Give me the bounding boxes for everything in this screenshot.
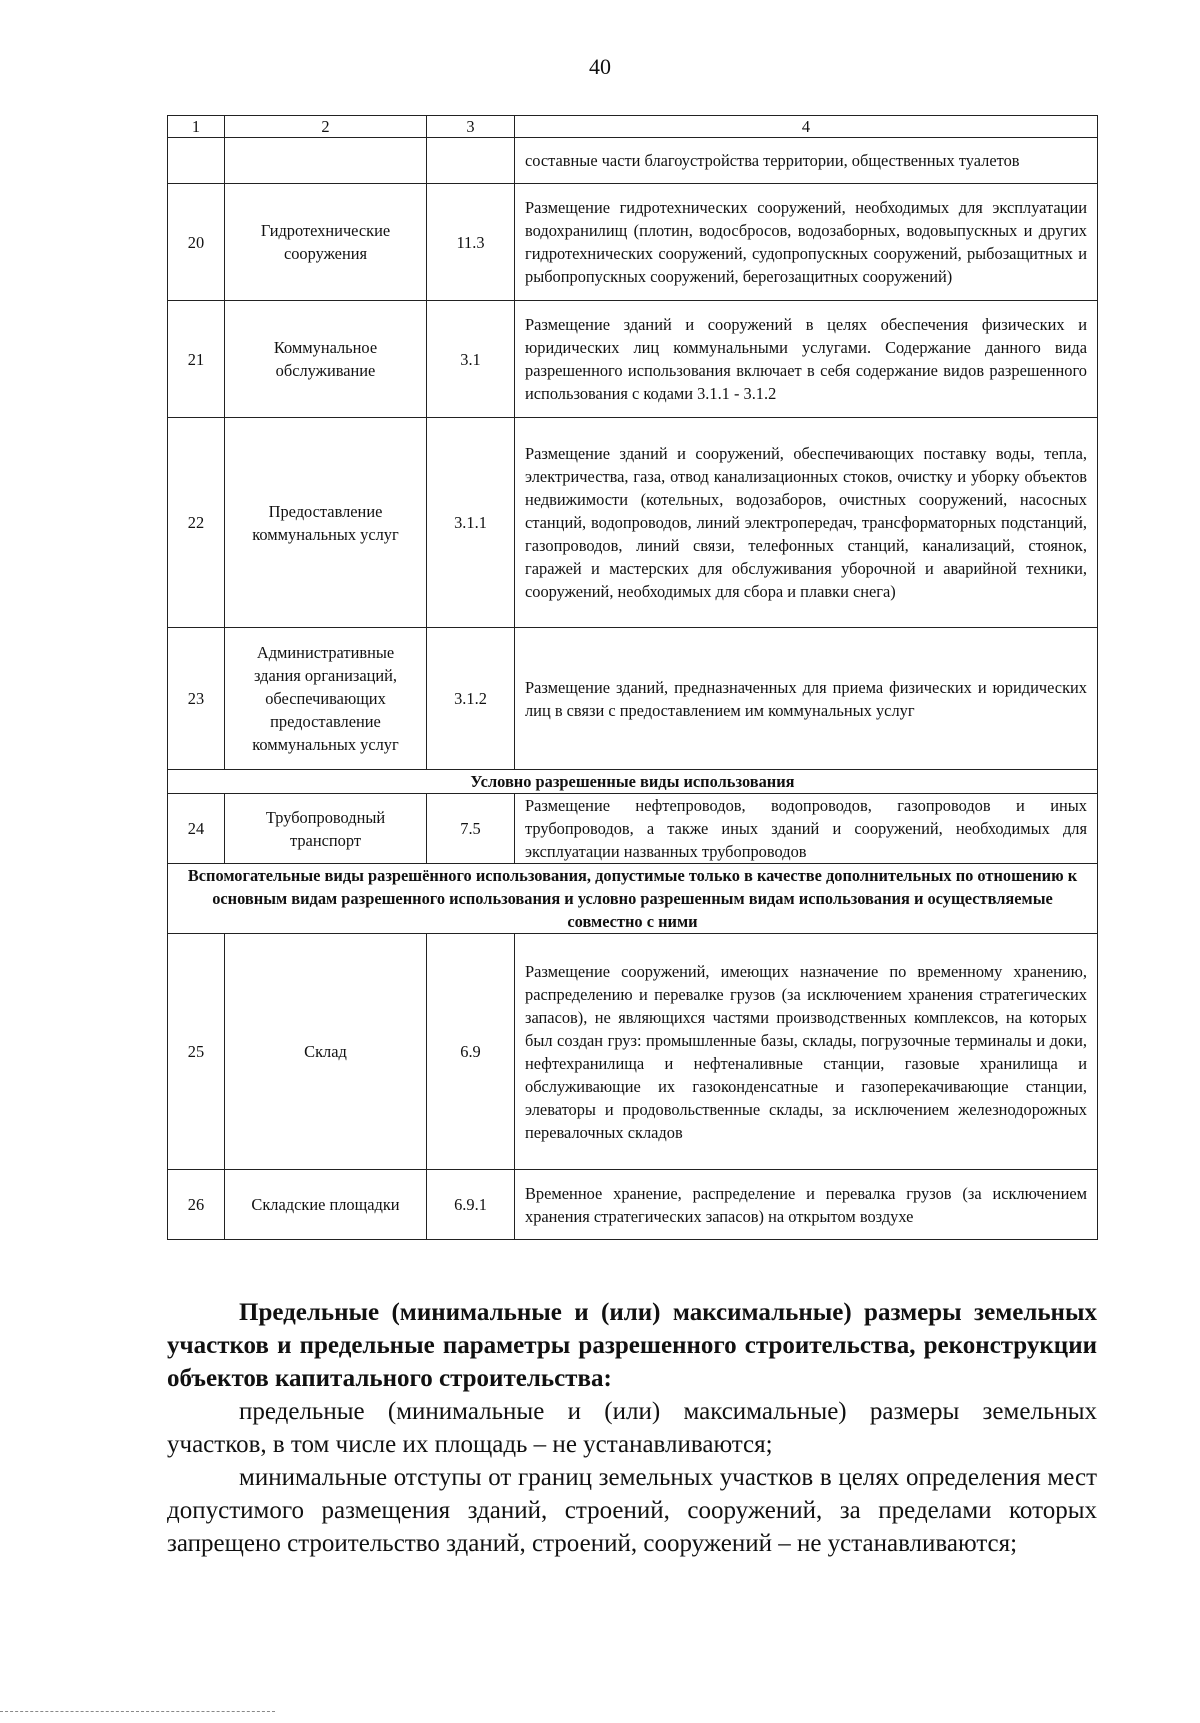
row-description: Размещение гидротехнических сооружений, необходимых для эксплуатации водохранилищ (плотин, водосбросов, водозаборных, водовыпускных и других гидротехнических сооружений, судопропускных сооружений, рыбозащитных и рыбопропускных сооружений, берегозащитных сооружений) bbox=[515, 184, 1098, 301]
paragraph-plot-sizes: предельные (минимальные и (или) максимальные) размеры земельных участков, в том числе их площадь – не устанавливаются; bbox=[167, 1398, 1097, 1458]
table-row bbox=[168, 934, 1098, 1170]
row-name: Коммунальное обслуживание bbox=[225, 301, 427, 418]
row-description: Размещение зданий и сооружений в целях обеспечения физических и юридических лиц коммунальными услугами. Содержание данного вида разрешенного использования включает в себя содержание видов разрешенного использования с кодами 3.1.1 - 3.1.2 bbox=[515, 301, 1098, 418]
row-code: 3.1.2 bbox=[427, 628, 515, 770]
table-row bbox=[168, 138, 1098, 184]
row-number: 24 bbox=[168, 794, 225, 864]
row-description: Размещение зданий и сооружений, обеспечивающих поставку воды, тепла, электричества, газа, отвод канализационных стоков, очистку и уборку объектов недвижимости (котельных, водозаборов, очистных сооружений, насосных станций, водопроводов, линий электропередач, трансформаторных подстанций, газопроводов, линий связи, телефонных станций, канализаций, стоянок, гаражей и мастерских для обслуживания уборочной и аварийной техники, сооружений, необходимых для сбора и плавки снега) bbox=[515, 418, 1098, 628]
row-name: Складские площадки bbox=[225, 1170, 427, 1240]
row-name bbox=[225, 138, 427, 184]
row-description: Размещение сооружений, имеющих назначение по временному хранению, распределению и перевалке грузов (за исключением хранения стратегических запасов), не являющихся частями производственных комплексов, на которых был создан груз: промышленные базы, склады, погрузочные терминалы и доки, нефтехранилища и нефтеналивные станции, газовые хранилища и обслуживающие их газоконденсатные и газоперекачивающие станции, элеваторы и продовольственные склады, за исключением железнодорожных перевалочных складов bbox=[515, 934, 1098, 1170]
row-number: 23 bbox=[168, 628, 225, 770]
row-description: Размещение нефтепроводов, водопроводов, газопроводов и иных трубопроводов, а также иных зданий и сооружений, необходимых для эксплуатации названных трубопроводов bbox=[515, 794, 1098, 864]
footer-divider bbox=[0, 1711, 275, 1713]
row-name: Административные здания организаций, обеспечивающих предоставление коммунальных услуг bbox=[225, 628, 427, 770]
table-row bbox=[168, 1170, 1098, 1240]
table-header-row bbox=[168, 116, 1098, 138]
header-cell: 4 bbox=[515, 116, 1098, 138]
row-code: 6.9 bbox=[427, 934, 515, 1170]
header-cell: 2 bbox=[225, 116, 427, 138]
table-row bbox=[168, 794, 1098, 864]
page-number: 40 bbox=[589, 54, 611, 79]
body-text bbox=[167, 1296, 1097, 1560]
paragraph-setbacks: минимальные отступы от границ земельных участков в целях определения мест допустимого размещения зданий, строений, сооружений, за пределами которых запрещено строительство зданий, строений, сооружений – не устанавливаются; bbox=[167, 1464, 1097, 1557]
section-row bbox=[168, 770, 1098, 794]
table-row bbox=[168, 301, 1098, 418]
section-row bbox=[168, 864, 1098, 934]
section-auxiliary-title: Вспомогательные виды разрешённого использования, допустимые только в качестве дополнительных по отношению к основным видам разрешенного использования и условно разрешенным видам использования и осуществляемые совместно с ними bbox=[168, 864, 1098, 934]
row-code: 3.1.1 bbox=[427, 418, 515, 628]
row-name: Предоставление коммунальных услуг bbox=[225, 418, 427, 628]
section-heading: Предельные (минимальные и (или) максимальные) размеры земельных участков и предельные параметры разрешенного строительства, реконструкции объектов капитального строительства: bbox=[167, 1299, 1097, 1392]
row-number: 26 bbox=[168, 1170, 225, 1240]
row-number: 25 bbox=[168, 934, 225, 1170]
row-number: 21 bbox=[168, 301, 225, 418]
row-name: Гидротехнические сооружения bbox=[225, 184, 427, 301]
header-cell: 1 bbox=[168, 116, 225, 138]
row-description: составные части благоустройства территории, общественных туалетов bbox=[515, 138, 1098, 184]
row-code: 7.5 bbox=[427, 794, 515, 864]
row-name: Трубопроводный транспорт bbox=[225, 794, 427, 864]
row-name: Склад bbox=[225, 934, 427, 1170]
header-cell: 3 bbox=[427, 116, 515, 138]
row-code bbox=[427, 138, 515, 184]
row-code: 3.1 bbox=[427, 301, 515, 418]
row-number: 22 bbox=[168, 418, 225, 628]
row-code: 11.3 bbox=[427, 184, 515, 301]
row-number: 20 bbox=[168, 184, 225, 301]
table-row bbox=[168, 184, 1098, 301]
section-conditional-title: Условно разрешенные виды использования bbox=[168, 770, 1098, 794]
table-row bbox=[168, 628, 1098, 770]
row-description: Размещение зданий, предназначенных для приема физических и юридических лиц в связи с предоставлением им коммунальных услуг bbox=[515, 628, 1098, 770]
row-number bbox=[168, 138, 225, 184]
row-code: 6.9.1 bbox=[427, 1170, 515, 1240]
row-description: Временное хранение, распределение и перевалка грузов (за исключением хранения стратегических запасов) на открытом воздухе bbox=[515, 1170, 1098, 1240]
land-use-table bbox=[167, 115, 1098, 1240]
table-row bbox=[168, 418, 1098, 628]
